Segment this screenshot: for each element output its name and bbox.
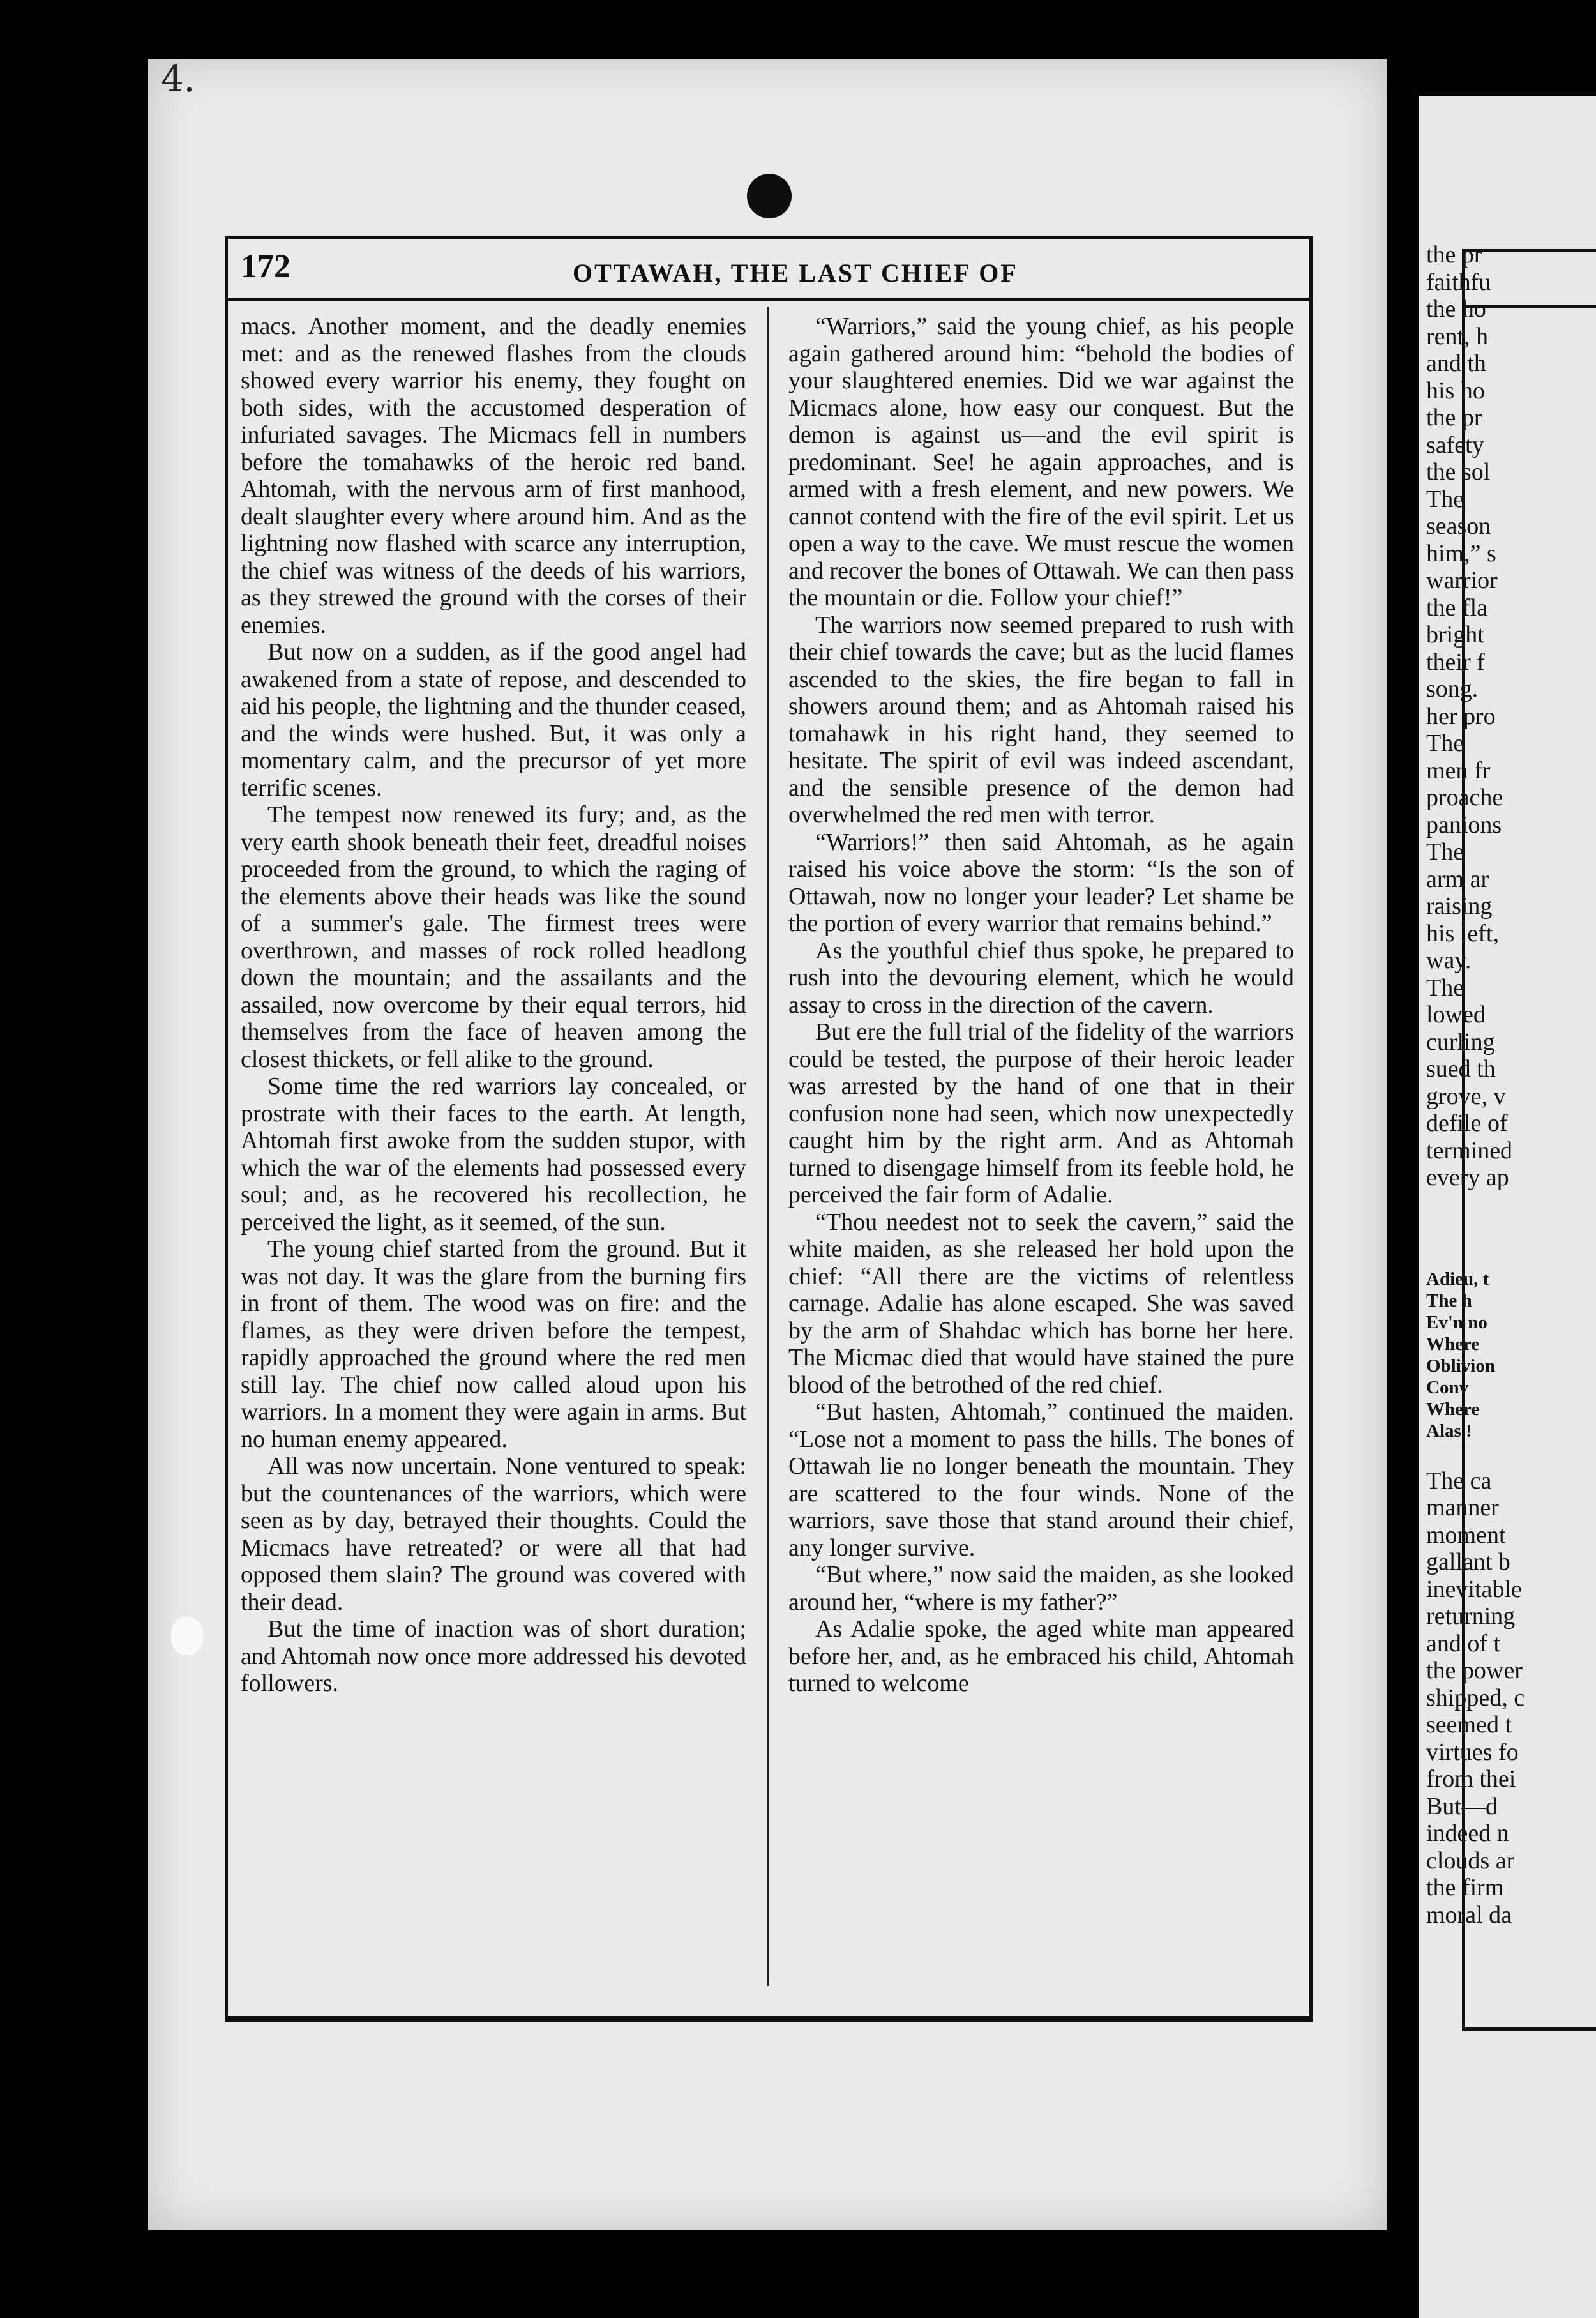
text-line: The (1426, 838, 1464, 865)
text-line: But—d (1426, 1792, 1498, 1820)
paragraph: “But where,” now said the maiden, as she looked around her, “where is my father?” (788, 1561, 1294, 1616)
text-line: their f (1426, 648, 1485, 676)
text-line: arm ar (1426, 865, 1489, 893)
text-line: his left, (1426, 920, 1499, 947)
paragraph: “Warriors!” then said Ahtomah, as he again raised his voice above the storm: “Is the son of Ottawah, now no longer your leader? Let shame be the portion of every warrior that remains behind.” (788, 828, 1294, 937)
text-line: the pr (1426, 241, 1482, 268)
text-line: moment (1426, 1521, 1506, 1549)
text-line: every ap (1426, 1164, 1509, 1191)
text-line: panions (1426, 811, 1502, 838)
text-line: gallant b (1426, 1549, 1510, 1575)
text-line: Ev'n no (1426, 1312, 1487, 1333)
text-line: curling (1426, 1028, 1495, 1056)
text-line: virtues fo (1426, 1738, 1519, 1766)
text-line: moral da (1426, 1901, 1512, 1928)
paragraph: “Thou needest not to seek the cavern,” said the white maiden, as she released her hold upon the chief: “All there are the victims of relentless carnage. Adalie has alone escaped. She was saved by the arm of Shahdac which has borne her here. The Micmac died that would have stained the pure blood of the betrothed of the red chief. (788, 1208, 1294, 1398)
text-line: rent, h (1426, 322, 1489, 350)
text-line: the power (1426, 1657, 1523, 1684)
text-line: and of t (1426, 1630, 1501, 1657)
text-line: Alas ! (1426, 1420, 1472, 1441)
spacer (1426, 1442, 1596, 1467)
text-line: men fr (1426, 757, 1491, 784)
text-line: raising (1426, 893, 1493, 920)
text-line: Oblivion (1426, 1355, 1495, 1376)
running-head: OTTAWAH, THE LAST CHIEF OF (573, 259, 1018, 287)
spacer (1426, 1192, 1596, 1268)
text-line: and th (1426, 350, 1486, 377)
text-line: The ca (1426, 1467, 1492, 1494)
corner-mark: 4. (161, 59, 195, 100)
text-line: The (1426, 730, 1464, 757)
text-line: the ho (1426, 296, 1486, 322)
adjacent-page-fragment (1419, 96, 1596, 2318)
text-line: shipped, c (1426, 1684, 1525, 1711)
text-line: The (1426, 974, 1464, 1001)
text-line: the fla (1426, 594, 1488, 621)
paragraph: The warriors now seemed prepared to rush with their chief towards the cave; but as the lucid flames ascended to the skies, the fire began to fall in showers around them; and as Ahtomah raised his tomahawk in his right hand, they seemed to hesitate. The spirit of evil was indeed ascendant, and the sensible presence of the demon had overwhelmed the red men with terror. (788, 611, 1294, 828)
page-header (228, 245, 1309, 303)
paragraph: macs. Another moment, and the deadly enemies met: and as the renewed flashes from the clouds showed every warrior his enemy, they fought on both sides, with the accustomed desperation of infuriated savages. The Micmacs fell in numbers before the tomahawks of the heroic red band. Ahtomah, with the nervous arm of first manhood, dealt slaughter every where around him. And as the lightning now flashed with scarce any interruption, the chief was witness of the deeds of his warriors, as they strewed the ground with the corses of their enemies. (241, 313, 746, 639)
text-line: safety (1426, 431, 1484, 458)
text-line: way. (1426, 947, 1472, 974)
adjacent-prose-bottom (1426, 1467, 1596, 1929)
text-line: the sol (1426, 458, 1491, 485)
text-line: lowed (1426, 1001, 1486, 1028)
bottom-rule (228, 2016, 1309, 2019)
text-line: Conv (1426, 1377, 1469, 1398)
text-line: the firm (1426, 1874, 1504, 1901)
text-frame (225, 236, 1313, 2022)
text-line: grove, v (1426, 1082, 1506, 1110)
text-line: clouds ar (1426, 1847, 1515, 1874)
text-line: sued th (1426, 1056, 1496, 1082)
paragraph: Some time the red warriors lay concealed, or prostrate with their faces to the earth. At length, Ahtomah first awoke from the sudden stupor, with which the war of the elements had possessed every soul; and, as he recovered his recollection, he perceived the light, as it seemed, of the sun. (241, 1073, 746, 1236)
text-line: Adieu, t (1426, 1268, 1489, 1289)
paragraph: “But hasten, Ahtomah,” continued the maiden. “Lose not a moment to pass the hills. The bones of Ottawah lie no longer beneath the mountain. They are scattered to the four winds. None of the warriors, save those that stand around their chief, any longer survive. (788, 1398, 1294, 1561)
text-line: returning (1426, 1603, 1516, 1630)
header-rule (228, 298, 1309, 301)
adjacent-poem (1426, 1268, 1596, 1442)
text-line: warrior (1426, 567, 1498, 594)
paragraph: But ere the full trial of the fidelity of the warriors could be tested, the purpose of their heroic leader was arrested by the hand of one that in their confusion none had seen, which now unexpectedly caught him by the right arm. And as Ahtomah turned to disengage himself from its feeble hold, he perceived the fair form of Adalie. (788, 1019, 1294, 1208)
scanned-page (148, 59, 1387, 2230)
text-line: season (1426, 513, 1491, 540)
text-line: The (1426, 485, 1464, 513)
left-column (241, 313, 746, 1986)
paragraph: But now on a sudden, as if the good angel had awakened from a state of repose, and descended to aid his people, the lightning and the thunder ceased, and the winds were hushed. But, it was only a momentary calm, and the precursor of yet more terrific scenes. (241, 639, 746, 801)
text-line: proache (1426, 784, 1503, 811)
text-line: termined (1426, 1137, 1513, 1164)
column-divider (767, 307, 769, 1986)
text-line: inevitable (1426, 1575, 1522, 1603)
text-line: Where (1426, 1398, 1480, 1420)
ink-blot (747, 174, 792, 218)
paragraph: As the youthful chief thus spoke, he prepared to rush into the devouring element, which he would assay to cross in the direction of the cavern. (788, 937, 1294, 1019)
text-line: his ho (1426, 377, 1485, 404)
paragraph: The young chief started from the ground. But it was not day. It was the glare from the burning firs in front of them. The wood was on fire: and the flames, as they were driven before the tempest, rapidly approached the ground where the red men still lay. The chief now called aloud upon his warriors. In a moment they were again in arms. But no human enemy appeared. (241, 1236, 746, 1453)
text-line: defile of (1426, 1110, 1508, 1137)
paper-stain (171, 1617, 203, 1655)
paragraph: But the time of inaction was of short duration; and Ahtomah now once more addressed his devoted followers. (241, 1616, 746, 1697)
page-number: 172 (241, 248, 290, 285)
text-line: The h (1426, 1290, 1472, 1311)
adjacent-column (1426, 241, 1596, 1928)
text-line: faithfu (1426, 268, 1491, 296)
adjacent-prose-top (1426, 241, 1596, 1192)
text-line: Where (1426, 1333, 1480, 1354)
text-line: from thei (1426, 1766, 1516, 1792)
paragraph: All was now uncertain. None ventured to speak: but the countenances of the warriors, which were seen as by day, betrayed their thoughts. Could the Micmacs have retreated? or were all that had opposed them slain? The ground was covered with their dead. (241, 1453, 746, 1616)
text-line: song. (1426, 676, 1479, 702)
text-line: manner (1426, 1494, 1499, 1521)
text-line: her pro (1426, 702, 1496, 730)
text-line: seemed t (1426, 1711, 1512, 1738)
paragraph: As Adalie spoke, the aged white man appeared before her, and, as he embraced his child, Ahtomah turned to welcome (788, 1616, 1294, 1697)
text-line: him,” s (1426, 540, 1496, 567)
paragraph: “Warriors,” said the young chief, as his people again gathered around him: “behold the bodies of your slaughtered enemies. Did we war against the Micmacs alone, how easy our conquest. But the demon is against us—and the evil spirit is predominant. See! he again approaches, and is armed with a fresh element, and new powers. We cannot contend with the fire of the evil spirit. Let us open a way to the cave. We must rescue the women and recover the bones of Ottawah. We can then pass the mountain or die. Follow your chief!” (788, 313, 1294, 611)
text-line: bright (1426, 621, 1484, 648)
text-line: the pr (1426, 404, 1482, 431)
text-line: indeed n (1426, 1820, 1509, 1847)
paragraph: The tempest now renewed its fury; and, as the very earth shook beneath their feet, dreadful noises proceeded from the ground, to which the raging of the elements above their heads was like the sound of a summer's gale. The firmest trees were overthrown, and masses of rock rolled headlong down the mountain; and the assailants and the assailed, now overcome by their equal terrors, hid themselves from the face of heaven among the closest thickets, or fell alike to the ground. (241, 801, 746, 1073)
right-column (788, 313, 1294, 1986)
